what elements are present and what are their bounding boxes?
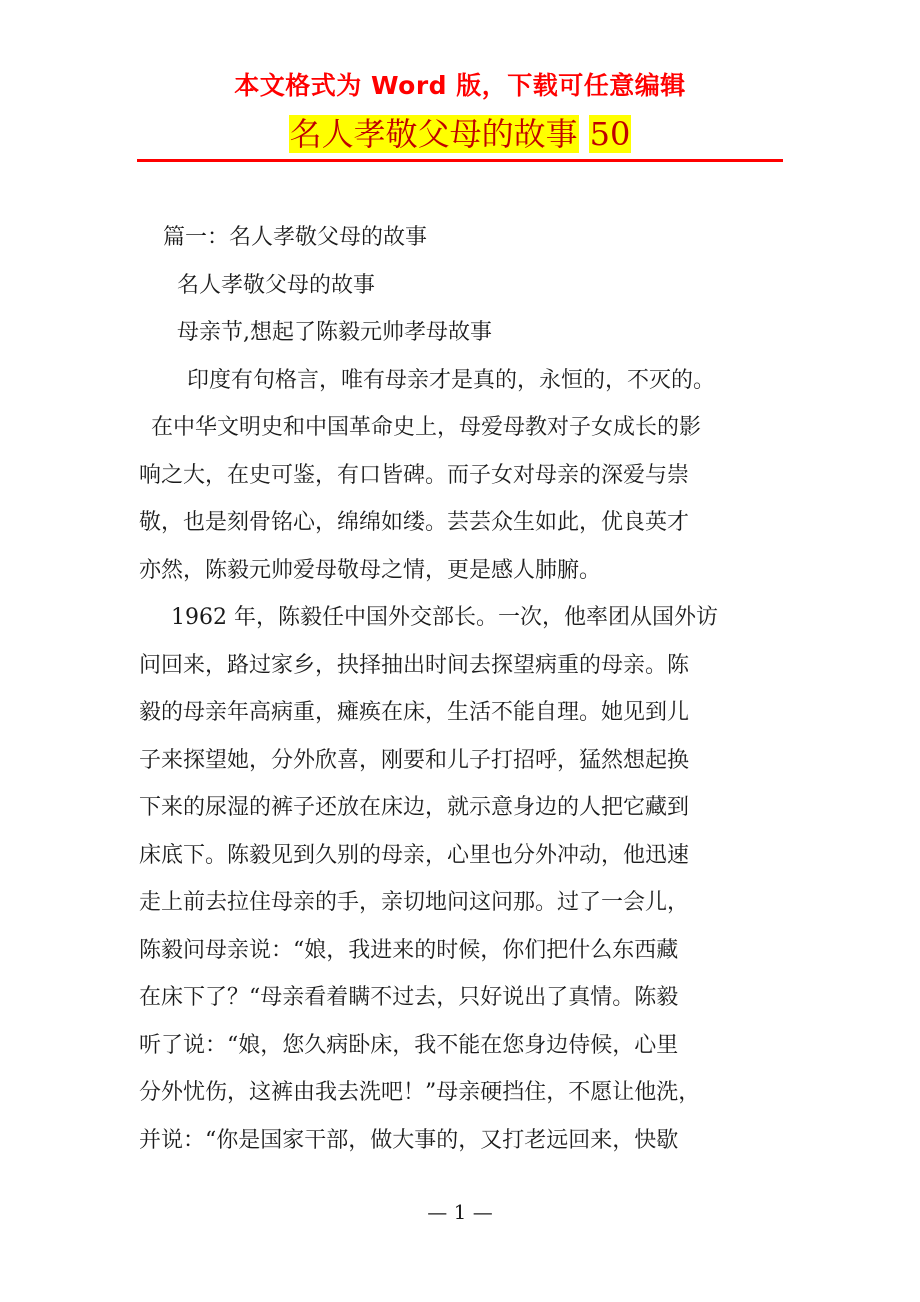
paragraph-line: 子来探望她，分外欣喜，刚要和儿子打招呼，猛然想起换 xyxy=(139,747,690,773)
title-number: 50 xyxy=(589,115,631,153)
paragraph-line: 1962 年，陈毅任中国外交部长。一次，他率团从国外访 xyxy=(171,605,718,630)
paragraph-line: 走上前去拉住母亲的手，亲切地问这问那。过了一会儿， xyxy=(139,890,690,915)
paragraph-line: 听了说：“娘，您久病卧床，我不能在您身边侍候，心里 xyxy=(139,1032,679,1058)
story-subheading: 母亲节,想起了陈毅元帅孝母故事 xyxy=(177,320,492,345)
story-heading: 名人孝敬父母的故事 xyxy=(177,272,376,298)
title-underline-rule xyxy=(137,159,783,162)
paragraph-line: 毅的母亲年高病重，瘫痪在床，生活不能自理。她见到儿 xyxy=(139,700,690,725)
title-text: 名人孝敬父母的故事 xyxy=(289,115,578,153)
paragraph-line: 分外忧伤，这裤由我去洗吧！”母亲硬挡住，不愿让他洗， xyxy=(139,1080,701,1105)
paragraph-line: 印度有句格言，唯有母亲才是真的，永恒的，不灭的。 xyxy=(187,367,716,393)
paragraph-line: 陈毅问母亲说：“娘，我进来的时候，你们把什么东西藏 xyxy=(139,937,679,963)
page-number: — 1 — xyxy=(427,1200,493,1224)
paragraph-line: 并说：“你是国家干部，做大事的，又打老远回来，快歇 xyxy=(139,1127,679,1153)
document-title xyxy=(0,112,920,156)
paragraph-line: 在床下了？“母亲看着瞒不过去，只好说出了真情。陈毅 xyxy=(139,985,679,1010)
paragraph-line: 亦然，陈毅元帅爱母敬母之情，更是感人肺腑。 xyxy=(139,557,602,583)
format-notice-banner: 本文格式为 Word 版，下载可任意编辑 xyxy=(234,71,686,100)
section-heading: 篇一：名人孝敬父母的故事 xyxy=(163,225,428,250)
paragraph-line: 在中华文明史和中国革命史上，母爱母教对子女成长的影 xyxy=(151,415,702,440)
paragraph-line: 下来的尿湿的裤子还放在床边，就示意身边的人把它藏到 xyxy=(139,795,690,820)
paragraph-line: 响之大，在史可鉴，有口皆碑。而子女对母亲的深爱与崇 xyxy=(139,462,690,488)
paragraph-line: 敬，也是刻骨铭心，绵绵如缕。芸芸众生如此，优良英才 xyxy=(139,510,690,535)
paragraph-line: 问回来，路过家乡，抉择抽出时间去探望病重的母亲。陈 xyxy=(139,652,690,678)
paragraph-line: 床底下。陈毅见到久别的母亲，心里也分外冲动，他迅速 xyxy=(139,842,690,868)
document-body xyxy=(139,214,779,1164)
